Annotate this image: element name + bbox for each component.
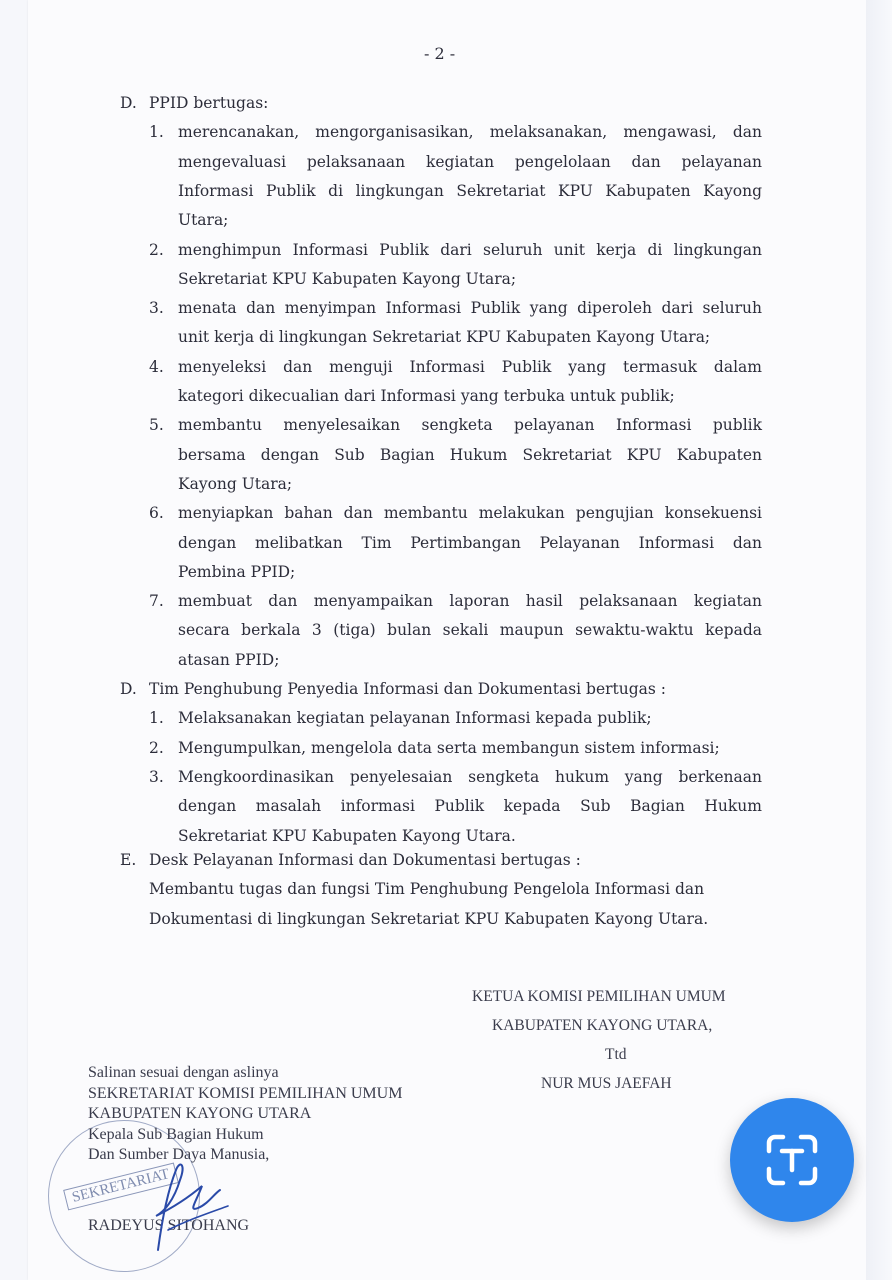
section-title: PPID bertugas: [149,94,269,112]
signatory-name: NUR MUS JAEFAH [541,1075,672,1092]
copy-line-3: KABUPATEN KAYONG UTARA [88,1105,312,1122]
list-item-text: menghimpun Informasi Publik dari seluruh unit kerja di lingkungan [178,240,762,259]
list-item-text: merencanakan, mengorganisasikan, melaksanakan, mengawasi, dan [178,123,762,142]
list-item-text: Sekretariat KPU Kabupaten Kayong Utara; [178,269,517,288]
list-item-number: 1. [149,123,164,142]
list-item-number: 5. [149,416,164,435]
list-item-text: menyiapkan bahan dan membantu melakukan pengujian konsekuensi [178,504,762,523]
section-text: Membantu tugas dan fungsi Tim Penghubung Pengelola Informasi dan [149,880,705,899]
list-item-number: 6. [149,504,164,523]
list-item-text: atasan PPID; [178,650,280,669]
list-item-text: Sekretariat KPU Kabupaten Kayong Utara. [178,826,516,845]
copy-line-4: Kepala Sub Bagian Hukum [88,1125,264,1143]
list-item-text: dengan masalah informasi Publik kepada Sub Bagian Hukum [178,797,762,816]
list-item-text: menata dan menyimpan Informasi Publik yang diperoleh dari seluruh [178,299,762,318]
page-number: - 2 - [424,44,456,63]
list-item-text: Mengumpulkan, mengelola data serta membangun sistem informasi; [178,738,720,757]
list-item-text: unit kerja di lingkungan Sekretariat KPU Kabupaten Kayong Utara; [178,328,711,347]
list-item-text: Mengkoordinasikan penyelesaian sengketa hukum yang berkenaan [178,767,762,786]
section-title: Desk Pelayanan Informasi dan Dokumentasi bertugas : [149,851,581,869]
list-item-number: 2. [149,240,164,259]
text-scan-icon [763,1131,821,1189]
signatory-title-1: KETUA KOMISI PEMILIHAN UMUM [472,988,726,1005]
list-item-text: membuat dan menyampaikan laporan hasil pelaksanaan kegiatan [178,592,762,611]
list-item-number: 3. [149,299,164,318]
section-marker: D. [120,94,137,112]
list-item-text: bersama dengan Sub Bagian Hukum Sekretariat KPU Kabupaten [178,445,762,464]
list-item-text: Informasi Publik di lingkungan Sekretariat KPU Kabupaten Kayong [178,181,762,200]
text-scan-button[interactable] [730,1098,854,1222]
stamp-label: SEKRETARIAT [63,1163,178,1211]
copy-line-1: Salinan sesuai dengan aslinya [88,1064,279,1081]
list-item-text: dengan melibatkan Tim Pertimbangan Pelayanan Informasi dan [178,533,762,552]
list-item-number: 7. [149,592,164,611]
section-title: Tim Penghubung Penyedia Informasi dan Dokumentasi bertugas : [149,680,667,698]
list-item-text: kategori dikecualian dari Informasi yang terbuka untuk publik; [178,387,675,405]
copy-signer-name: RADEYUS SITOHANG [88,1217,250,1234]
page-edge [866,0,892,1280]
copy-line-5: Dan Sumber Daya Manusia, [88,1146,270,1163]
section-marker: E. [120,851,137,869]
signatory-title-2: KABUPATEN KAYONG UTARA, [492,1017,713,1034]
list-item-number: 3. [149,767,164,786]
list-item-number: 4. [149,357,164,376]
list-item-text: secara berkala 3 (tiga) bulan sekali maupun sewaktu-waktu kepada [178,621,762,640]
list-item-number: 1. [149,709,164,728]
list-item-text: mengevaluasi pelaksanaan kegiatan pengelolaan dan pelayanan [178,152,762,171]
section-marker: D. [120,680,137,698]
list-item-text: Kayong Utara; [178,474,293,493]
list-item-text: membantu menyelesaikan sengketa pelayanan Informasi publik [178,416,762,435]
handwritten-signature [128,1150,238,1260]
list-item-text: Pembina PPID; [178,562,296,581]
list-item-text: Utara; [178,211,229,230]
section-text: Dokumentasi di lingkungan Sekretariat KPU Kabupaten Kayong Utara. [149,909,709,928]
list-item-text: Melaksanakan kegiatan pelayanan Informasi kepada publik; [178,709,652,728]
copy-line-2: SEKRETARIAT KOMISI PEMILIHAN UMUM [88,1084,403,1102]
signatory-ttd: Ttd [605,1046,627,1063]
list-item-number: 2. [149,738,164,757]
list-item-text: menyeleksi dan menguji Informasi Publik yang termasuk dalam [178,357,762,376]
